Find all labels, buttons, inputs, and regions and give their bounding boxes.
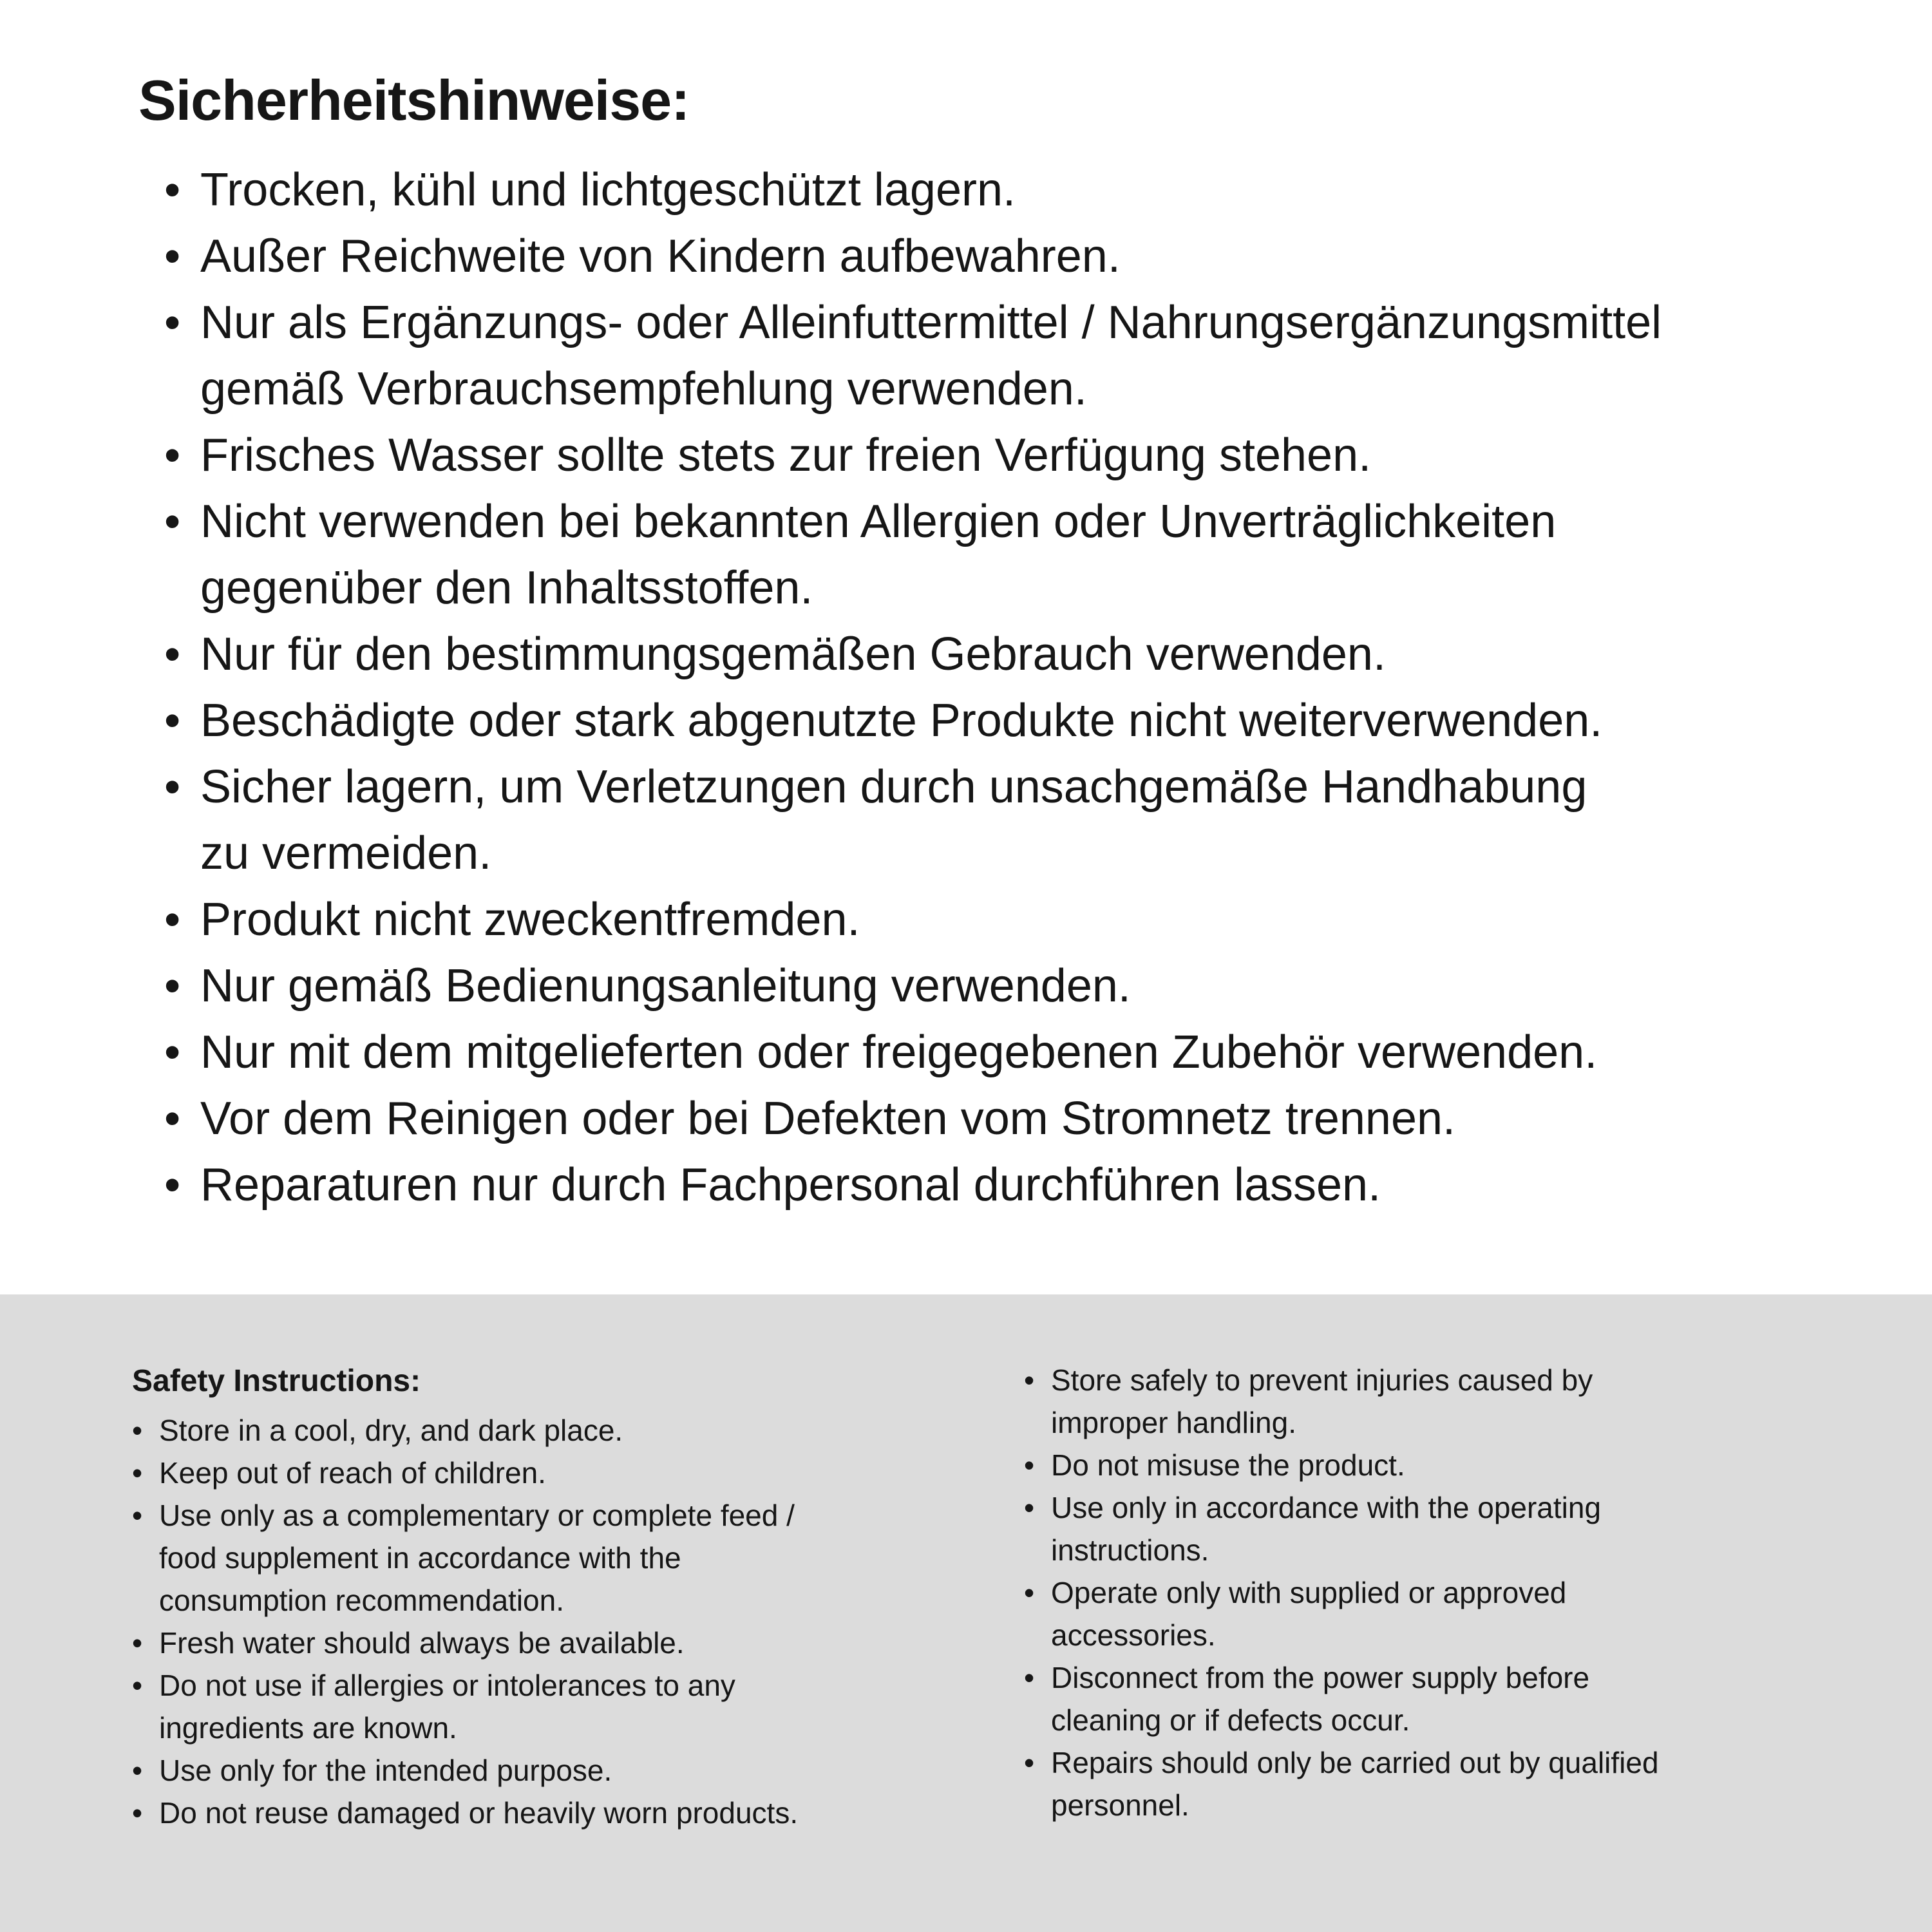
bullet-icon: • — [1024, 1661, 1035, 1694]
item-text-line: Frisches Wasser sollte stets zur freien Verfügung stehen. — [200, 430, 1372, 481]
item-text — [159, 1622, 685, 1664]
item-text — [200, 489, 1556, 621]
bullet-icon: • — [1024, 1576, 1035, 1609]
item-text-line: Sicher lagern, um Verletzungen durch unsachgemäße Handhabung — [200, 761, 1587, 813]
list-item — [132, 1452, 979, 1494]
list-item — [164, 290, 1874, 422]
item-text-line: Disconnect from the power supply before — [1051, 1661, 1590, 1694]
german-safety-list — [164, 157, 1874, 1218]
bullet-icon: • — [1024, 1448, 1035, 1482]
item-text-line: Operate only with supplied or approved — [1051, 1576, 1567, 1609]
list-item — [132, 1664, 979, 1749]
item-text-line: Use only for the intended purpose. — [159, 1754, 612, 1787]
list-item — [132, 1749, 979, 1792]
english-safety-list-right — [1024, 1359, 1887, 1826]
item-text — [200, 1086, 1455, 1152]
bullet-icon: • — [132, 1669, 143, 1702]
english-right-column — [979, 1359, 1887, 1826]
item-text-line: Repairs should only be carried out by qualified — [1051, 1746, 1659, 1779]
item-text — [200, 1019, 1597, 1086]
item-text-line: improper handling. — [1051, 1406, 1297, 1439]
item-text-line: Produkt nicht zweckentfremden. — [200, 894, 860, 945]
bullet-icon: • — [132, 1626, 143, 1660]
list-item — [1024, 1656, 1887, 1741]
item-text — [200, 422, 1371, 489]
bullet-icon: • — [164, 231, 181, 282]
item-text-line: Nur gemäß Bedienungsanleitung verwenden. — [200, 960, 1131, 1012]
bullet-icon: • — [164, 164, 181, 216]
list-item — [164, 688, 1874, 754]
item-text-line: Reparaturen nur durch Fachpersonal durchführen lassen. — [200, 1159, 1381, 1211]
list-item — [164, 621, 1874, 688]
list-item — [132, 1409, 979, 1452]
list-item — [164, 1152, 1874, 1218]
item-text — [1051, 1359, 1593, 1444]
item-text — [200, 754, 1587, 887]
item-text-line: Beschädigte oder stark abgenutzte Produkte nicht weiterverwenden. — [200, 695, 1603, 746]
english-left-column — [132, 1359, 979, 1834]
item-text — [1051, 1741, 1659, 1826]
item-text — [200, 688, 1602, 754]
bullet-icon: • — [164, 496, 181, 547]
bullet-icon: • — [132, 1499, 143, 1532]
item-text — [200, 1152, 1381, 1218]
list-item — [1024, 1741, 1887, 1826]
bullet-icon: • — [164, 761, 181, 813]
item-text-line: Nicht verwenden bei bekannten Allergien oder Unverträglichkeiten — [200, 496, 1557, 547]
item-text-line: personnel. — [1051, 1788, 1189, 1822]
item-text — [159, 1494, 795, 1622]
item-text — [159, 1749, 612, 1792]
item-text — [1051, 1571, 1566, 1656]
item-text-line: gegenüber den Inhaltsstoffen. — [200, 562, 813, 614]
bullet-icon: • — [164, 894, 181, 945]
list-item — [132, 1494, 979, 1622]
english-safety-list-left — [132, 1409, 979, 1834]
list-item — [164, 887, 1874, 953]
bullet-icon: • — [164, 695, 181, 746]
english-heading: Safety Instructions: — [132, 1364, 421, 1398]
item-text-line: Nur als Ergänzungs- oder Alleinfuttermittel / Nahrungsergänzungsmittel — [200, 297, 1662, 348]
list-item — [164, 754, 1874, 887]
bullet-icon: • — [132, 1754, 143, 1787]
bullet-icon: • — [164, 430, 181, 481]
item-text — [200, 953, 1131, 1019]
item-text-line: consumption recommendation. — [159, 1584, 564, 1617]
bullet-icon: • — [1024, 1491, 1035, 1524]
item-text-line: Store in a cool, dry, and dark place. — [159, 1414, 623, 1447]
item-text-line: Keep out of reach of children. — [159, 1456, 546, 1490]
bullet-icon: • — [164, 1093, 181, 1144]
bullet-icon: • — [132, 1414, 143, 1447]
item-text — [1051, 1486, 1601, 1571]
list-item — [164, 489, 1874, 621]
bullet-icon: • — [132, 1796, 143, 1830]
item-text — [159, 1792, 798, 1834]
item-text-line: Do not use if allergies or intolerances to any — [159, 1669, 735, 1702]
item-text-line: cleaning or if defects occur. — [1051, 1703, 1410, 1737]
list-item — [164, 1086, 1874, 1152]
item-text-line: Use only as a complementary or complete feed / — [159, 1499, 795, 1532]
list-item — [1024, 1571, 1887, 1656]
list-item — [132, 1622, 979, 1664]
item-text-line: Nur für den bestimmungsgemäßen Gebrauch verwenden. — [200, 629, 1386, 680]
item-text — [159, 1452, 546, 1494]
list-item — [164, 953, 1874, 1019]
item-text — [1051, 1444, 1405, 1486]
list-item — [1024, 1486, 1887, 1571]
list-item — [164, 422, 1874, 489]
item-text-line: Trocken, kühl und lichtgeschützt lagern. — [200, 164, 1016, 216]
bullet-icon: • — [1024, 1363, 1035, 1397]
item-text-line: Nur mit dem mitgelieferten oder freigegebenen Zubehör verwenden. — [200, 1027, 1598, 1078]
item-text-line: Store safely to prevent injuries caused by — [1051, 1363, 1593, 1397]
item-text — [200, 157, 1016, 223]
bullet-icon: • — [164, 629, 181, 680]
list-item — [164, 157, 1874, 223]
bullet-icon: • — [164, 297, 181, 348]
item-text-line: Use only in accordance with the operating — [1051, 1491, 1602, 1524]
item-text-line: Vor dem Reinigen oder bei Defekten vom Stromnetz trennen. — [200, 1093, 1456, 1144]
bullet-icon: • — [164, 960, 181, 1012]
list-item — [132, 1792, 979, 1834]
item-text-line: zu vermeiden. — [200, 828, 492, 879]
item-text — [200, 621, 1386, 688]
list-item — [1024, 1359, 1887, 1444]
item-text-line: food supplement in accordance with the — [159, 1541, 681, 1575]
item-text — [1051, 1656, 1589, 1741]
list-item — [164, 1019, 1874, 1086]
item-text-line: Außer Reichweite von Kindern aufbewahren. — [200, 231, 1121, 282]
item-text-line: accessories. — [1051, 1618, 1216, 1652]
list-item — [164, 223, 1874, 290]
item-text-line: instructions. — [1051, 1533, 1209, 1567]
german-heading: Sicherheitshinweise: — [138, 68, 690, 132]
item-text-line: gemäß Verbrauchsempfehlung verwenden. — [200, 363, 1087, 415]
item-text — [200, 223, 1121, 290]
item-text — [200, 290, 1662, 422]
english-section — [0, 1294, 1932, 1932]
item-text — [200, 887, 860, 953]
item-text-line: Do not reuse damaged or heavily worn products. — [159, 1796, 799, 1830]
bullet-icon: • — [1024, 1746, 1035, 1779]
item-text — [159, 1409, 623, 1452]
bullet-icon: • — [164, 1159, 181, 1211]
item-text-line: ingredients are known. — [159, 1711, 457, 1745]
bullet-icon: • — [164, 1027, 181, 1078]
item-text — [159, 1664, 735, 1749]
item-text-line: Fresh water should always be available. — [159, 1626, 685, 1660]
bullet-icon: • — [132, 1456, 143, 1490]
item-text-line: Do not misuse the product. — [1051, 1448, 1405, 1482]
list-item — [1024, 1444, 1887, 1486]
